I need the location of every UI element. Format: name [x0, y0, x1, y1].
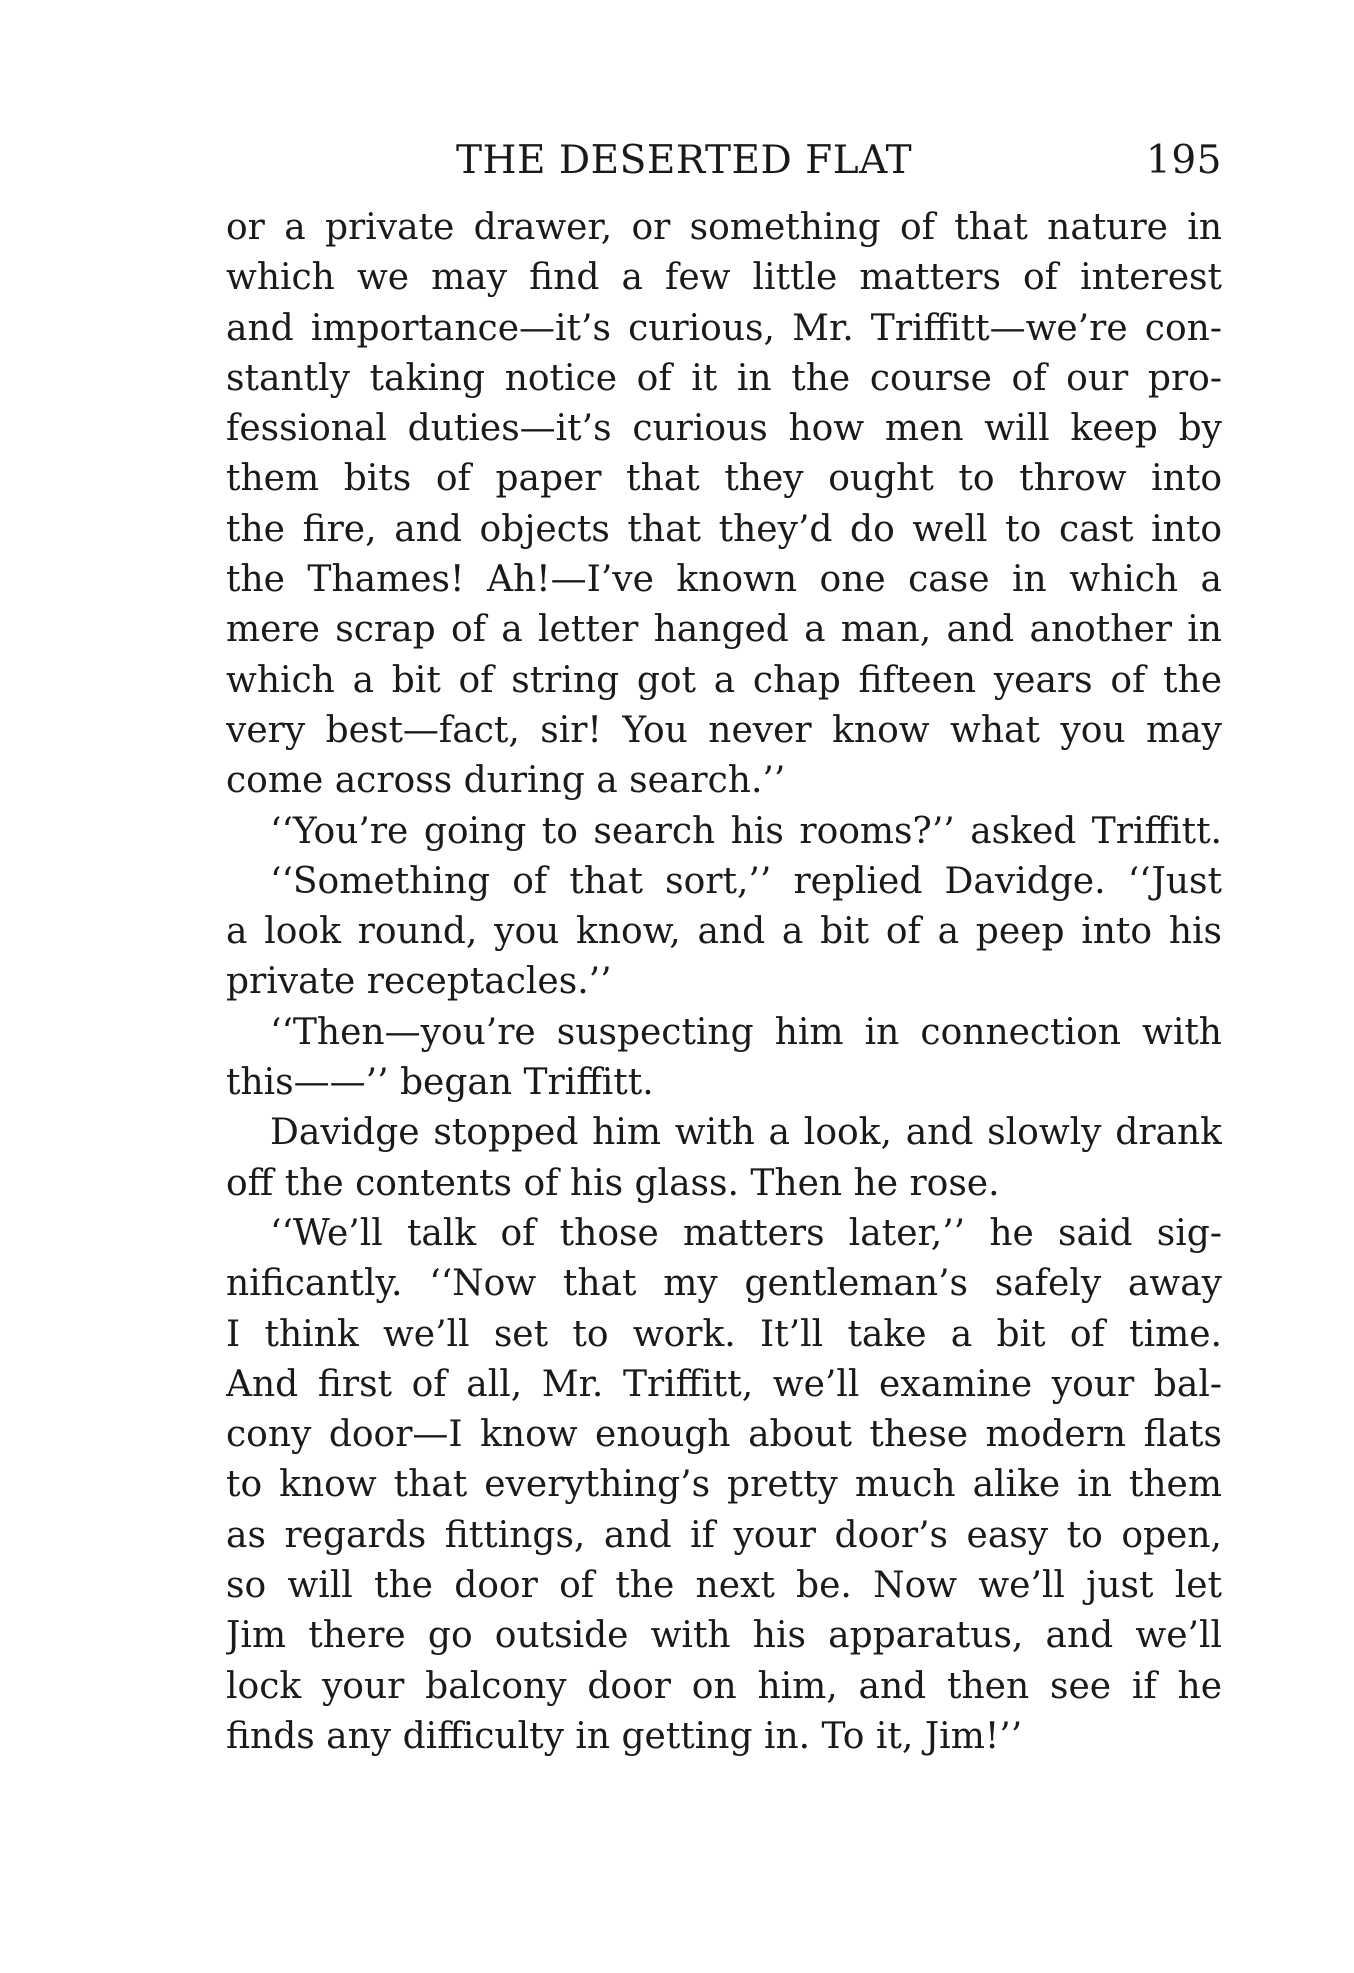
text-line: which we may find a few little matters of interest	[226, 257, 1222, 299]
text-line: a look round, you know, and a bit of a peep into his	[226, 911, 1222, 953]
text-line: private receptacles.’’	[226, 961, 612, 1003]
text-line: very best—fact, sir! You never know what you may	[226, 709, 1222, 751]
text-line: so will the door of the next be. Now we’ll just let	[226, 1565, 1222, 1607]
text-line: this——’’ began Triffitt.	[226, 1062, 654, 1104]
text-line: as regards fittings, and if your door’s easy to open,	[226, 1514, 1222, 1556]
text-line: Davidge stopped him with a look, and slowly drank	[270, 1112, 1222, 1154]
text-line: stantly taking notice of it in the course of our pro-	[226, 357, 1222, 399]
text-line: ‘‘Then—you’re suspecting him in connection with	[270, 1011, 1222, 1053]
text-line: Jim there go outside with his apparatus, and we’ll	[226, 1615, 1222, 1657]
text-line: finds any difficulty in getting in. To it, Jim!’’	[226, 1715, 1023, 1757]
text-line: and importance—it’s curious, Mr. Triffitt—we’re con-	[226, 307, 1222, 349]
text-line: mere scrap of a letter hanged a man, and another in	[226, 609, 1222, 651]
text-line: ‘‘Something of that sort,’’ replied Davidge. ‘‘Just	[270, 860, 1222, 902]
text-line: cony door—I know enough about these modern flats	[226, 1414, 1222, 1456]
running-head	[226, 138, 1222, 194]
text-line: ‘‘You’re going to search his rooms?’’ asked Triffitt.	[270, 810, 1222, 852]
text-line: the fire, and objects that they’d do well to cast into	[226, 508, 1222, 550]
text-line: off the contents of his glass. Then he rose.	[226, 1162, 1000, 1204]
text-line: them bits of paper that they ought to throw into	[226, 458, 1222, 500]
text-line: lock your balcony door on him, and then see if he	[226, 1665, 1222, 1707]
body-text	[226, 203, 1222, 1762]
text-line: come across during a search.’’	[226, 760, 786, 802]
text-line: which a bit of string got a chap fifteen years of the	[226, 659, 1222, 701]
text-line: or a private drawer, or something of that nature in	[226, 207, 1222, 248]
running-title: THE DESERTED FLAT	[456, 138, 913, 183]
text-line: I think we’ll set to work. It’ll take a bit of time.	[226, 1313, 1222, 1355]
text-line: And first of all, Mr. Triffitt, we’ll examine your bal-	[226, 1363, 1222, 1405]
text-line: fessional duties—it’s curious how men will keep by	[226, 408, 1222, 450]
text-line: ‘‘We’ll talk of those matters later,’’ he said sig-	[270, 1212, 1222, 1254]
page-number: 195	[1146, 138, 1222, 183]
text-line: to know that everything’s pretty much alike in them	[226, 1464, 1222, 1506]
text-line: nificantly. ‘‘Now that my gentleman’s safely away	[226, 1263, 1222, 1305]
text-line: the Thames! Ah!—I’ve known one case in which a	[226, 559, 1222, 601]
